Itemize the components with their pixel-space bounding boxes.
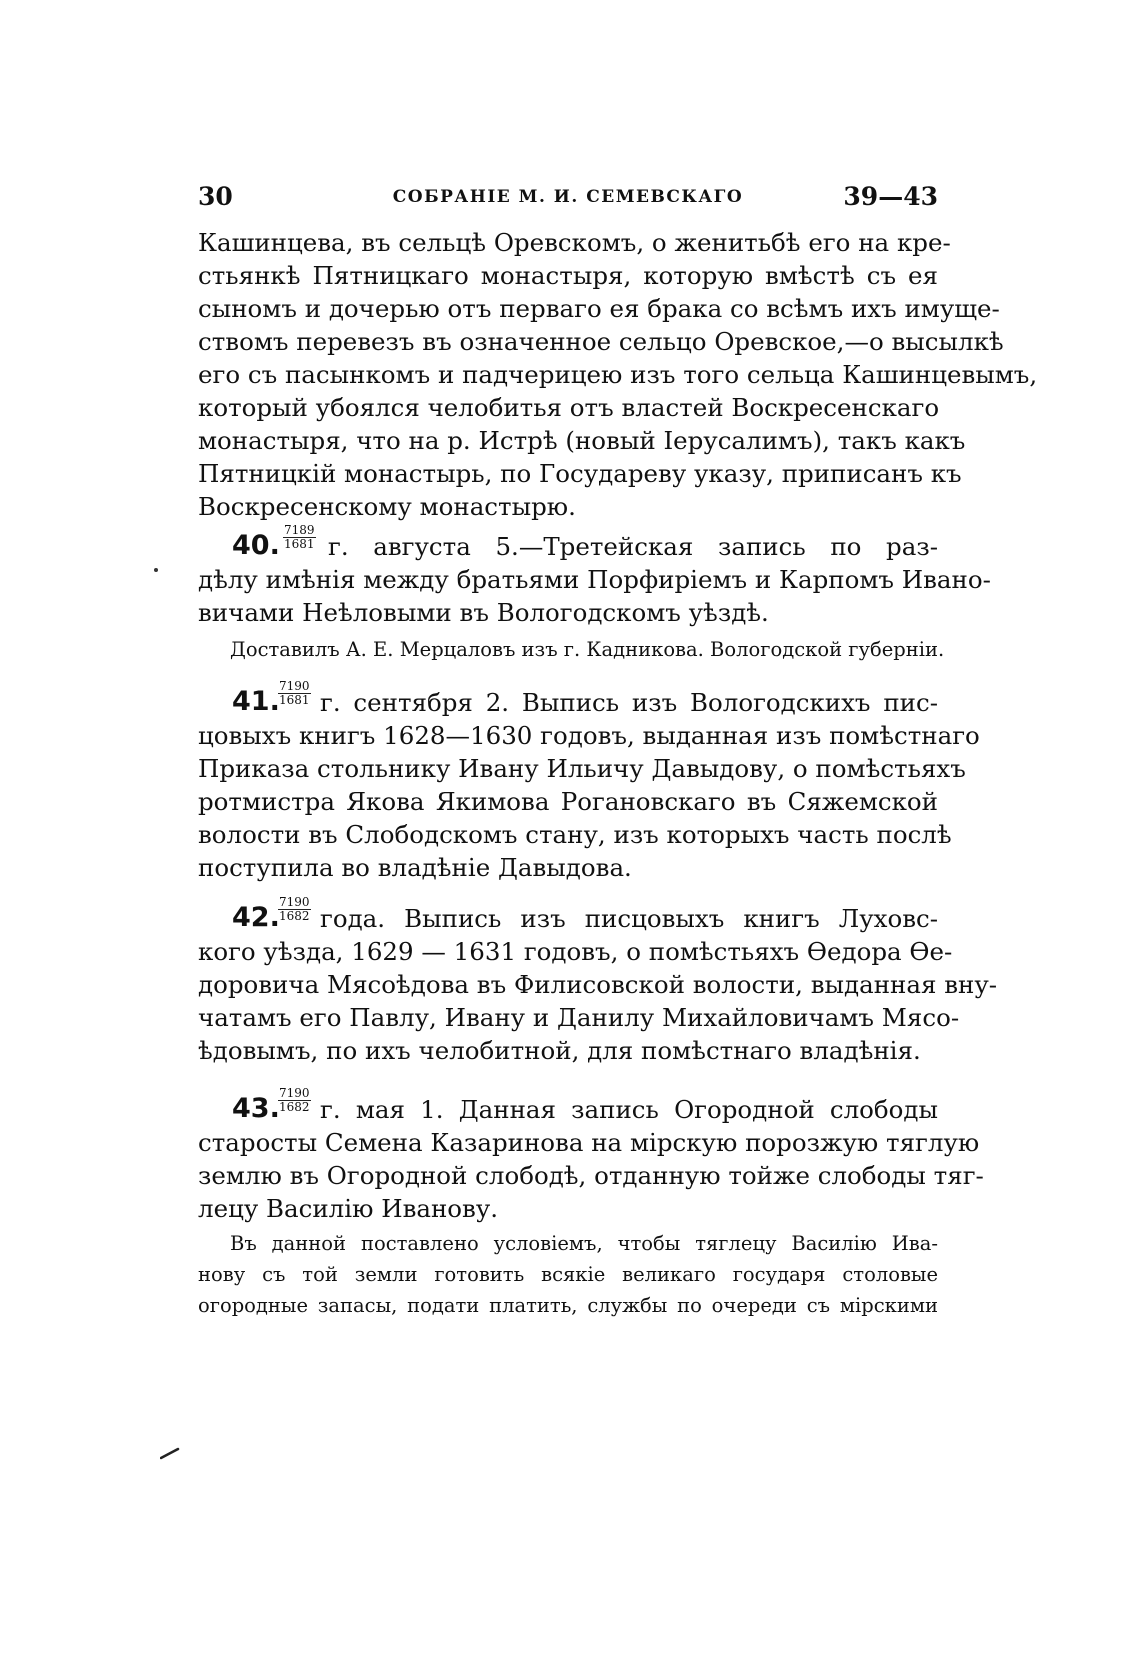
- year-top: 7189: [284, 523, 315, 537]
- note-line: Доставилъ А. Е. Мерцаловъ изъ г. Кадникова. Вологодской губерніи.: [230, 638, 945, 661]
- year-bottom: 1681: [279, 693, 310, 707]
- text-line: Воскресенскому монастырю.: [198, 492, 576, 521]
- entry-number: 40.: [232, 530, 280, 561]
- note-line: Въ данной поставлено условіемъ, чтобы тяглецу Василію Ива-: [230, 1232, 938, 1255]
- text-line: монастыря, что на р. Истрѣ (новый Іерусалимъ), такъ какъ: [198, 426, 966, 455]
- entry-first-line: г. мая 1. Данная запись Огородной слободы: [320, 1095, 938, 1124]
- text-line: вичами Неѣловыми въ Вологодскомъ уѣздѣ.: [198, 598, 769, 627]
- text-line: Кашинцева, въ сельцѣ Оревскомъ, о женитьбѣ его на кре-: [198, 228, 951, 257]
- page-number: 30: [198, 182, 233, 211]
- text-line: цовыхъ книгъ 1628—1630 годовъ, выданная изъ помѣстнаго: [198, 721, 980, 750]
- entry-43-body: [198, 1126, 984, 1225]
- entry-first-line: г. августа 5.—Третейская запись по раз-: [328, 532, 938, 561]
- year-top: 7190: [279, 1086, 310, 1100]
- entry-40-body: [198, 563, 991, 629]
- text-line: дѣлу имѣнія между братьями Порфиріемъ и Карпомъ Ивано-: [198, 565, 991, 594]
- text-line: который убоялся челобитья отъ властей Воскресенскаго: [198, 393, 940, 422]
- year-top: 7190: [279, 679, 310, 693]
- entry-43-note: [198, 1228, 938, 1321]
- year-top: 7190: [279, 895, 310, 909]
- year-bottom: 1682: [279, 1100, 310, 1114]
- scan-stroke: [160, 1446, 180, 1460]
- text-line: ротмистра Якова Якимова Рогановскаго въ Сяжемской: [198, 787, 938, 816]
- text-line: лецу Василію Иванову.: [198, 1194, 499, 1223]
- text-line: Пятницкій монастырь, по Государеву указу, приписанъ къ: [198, 459, 962, 488]
- text-line: ствомъ перевезъ въ означенное сельцо Оревское,—о высылкѣ: [198, 327, 1004, 356]
- text-line: Приказа стольнику Ивану Ильичу Давыдову, о помѣстьяхъ: [198, 754, 966, 783]
- year-fraction: [283, 524, 316, 551]
- text-line: землю въ Огородной слободѣ, отданную тойже слободы тяг-: [198, 1161, 984, 1190]
- intro-paragraph: [198, 226, 1038, 523]
- text-line: кого уѣзда, 1629 — 1631 годовъ, о помѣстьяхъ Ѳедора Ѳе-: [198, 937, 953, 966]
- note-line: нову съ той земли готовить всякіе великаго государя столовые: [198, 1263, 938, 1286]
- entry-first-line: года. Выпись изъ писцовыхъ книгъ Луховс-: [320, 904, 938, 933]
- text-line: волости въ Слободскомъ стану, изъ которыхъ часть послѣ: [198, 820, 952, 849]
- scan-speck: [152, 566, 160, 574]
- year-fraction: [278, 1087, 311, 1114]
- entry-number: 42.: [232, 902, 280, 933]
- entry-range: 39—43: [843, 182, 938, 211]
- running-title: СОБРАНІЕ М. И. СЕМЕВСКАГО: [392, 187, 744, 207]
- note-line: огородные запасы, подати платить, службы по очереди съ мірскими: [198, 1294, 938, 1317]
- year-bottom: 1681: [284, 537, 315, 551]
- entry-41-body: [198, 719, 980, 884]
- entry-number: 41.: [232, 686, 280, 717]
- text-line: его съ пасынкомъ и падчерицею изъ того сельца Кашинцевымъ,: [198, 360, 1038, 389]
- year-bottom: 1682: [279, 909, 310, 923]
- text-line: ѣдовымъ, по ихъ челобитной, для помѣстнаго владѣнія.: [198, 1036, 921, 1065]
- year-fraction: [278, 680, 311, 707]
- entry-42-body: [198, 935, 998, 1067]
- entry-number: 43.: [232, 1093, 280, 1124]
- text-line: старосты Семена Казаринова на мірскую порозжую тяглую: [198, 1128, 980, 1157]
- year-fraction: [278, 896, 311, 923]
- text-line: доровича Мясоѣдова въ Филисовской волости, выданная вну-: [198, 970, 998, 999]
- entry-first-line: г. сентября 2. Выпись изъ Вологодскихъ пис-: [320, 688, 938, 717]
- running-head: [198, 182, 938, 214]
- text-line: поступила во владѣніе Давыдова.: [198, 853, 632, 882]
- entry-40-note: [230, 634, 945, 665]
- text-line: чатамъ его Павлу, Ивану и Данилу Михайловичамъ Мясо-: [198, 1003, 960, 1032]
- text-line: стьянкѣ Пятницкаго монастыря, которую вмѣстѣ съ ея: [198, 261, 938, 290]
- text-line: сыномъ и дочерью отъ перваго ея брака со всѣмъ ихъ имуще-: [198, 294, 1000, 323]
